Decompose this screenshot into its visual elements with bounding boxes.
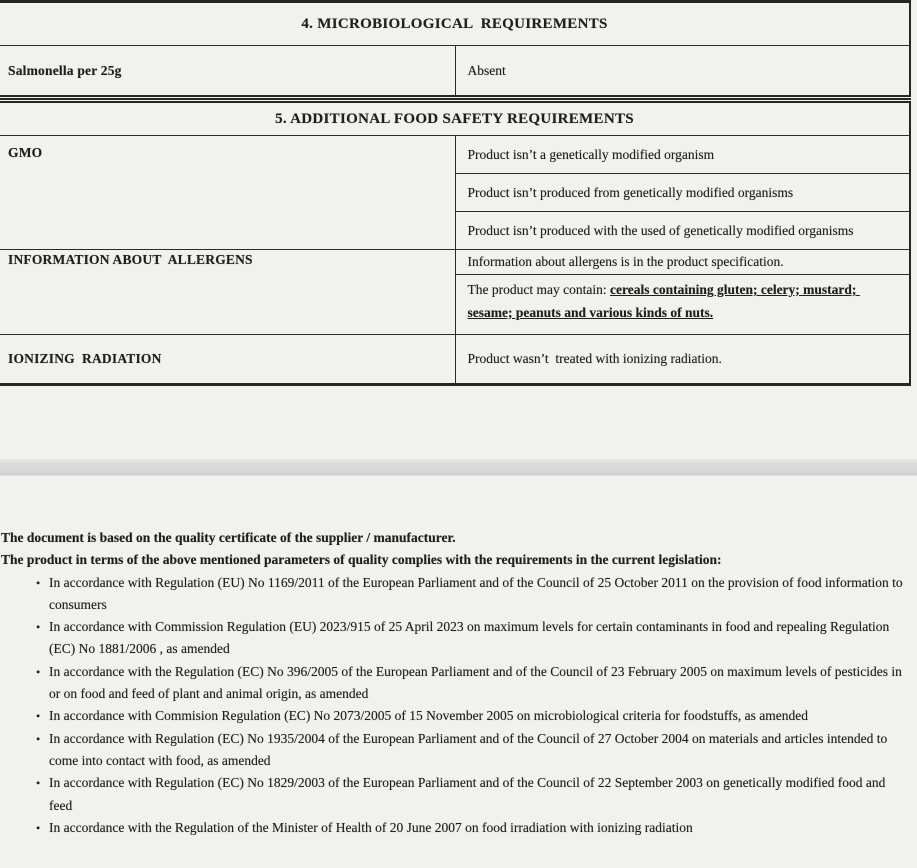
section-5-header: 5. ADDITIONAL FOOD SAFETY REQUIREMENTS [0,102,910,136]
legislation-notes [1,527,907,839]
allergens-value-2 [455,275,910,335]
table-row [0,102,910,136]
table-row [0,250,910,275]
gmo-label: GMO [0,136,455,250]
section-4-header: 4. MICROBIOLOGICAL REQUIREMENTS [0,2,910,46]
regulation-item-7: • In accordance with the Regulation of the Minister of Health of 20 June 2007 on food irradiation with ionizing radiation [35,817,907,839]
table-row [0,335,910,385]
table-row [0,46,910,98]
microbiological-requirements-table [0,0,911,100]
table-row [0,2,910,46]
gmo-value-3: Product isn’t produced with the used of genetically modified organisms [455,212,910,250]
regulation-item-4: • In accordance with Commision Regulation (EC) No 2073/2005 of 15 November 2005 on microbiological criteria for foodstuffs, as amended [35,705,907,727]
regulation-item-5: • In accordance with Regulation (EC) No 1935/2004 of the European Parliament and of the Council of 27 October 2004 on materials and articles intended to come into contact with food, as amended [35,728,907,773]
gmo-value-1: Product isn’t a genetically modified organism [455,136,910,174]
ionizing-radiation-label: IONIZING RADIATION [0,335,455,385]
regulation-item-2: • In accordance with Commission Regulation (EU) 2023/915 of 25 April 2023 on maximum levels for certain contaminants in food and repealing Regulation (EC) No 1881/2006 , as amended [35,616,907,661]
regulation-list [35,572,907,840]
salmonella-value: Absent [455,46,910,98]
footer-note-2: The product in terms of the above mentioned parameters of quality complies with the requirements in the current legislation: [1,552,722,568]
salmonella-label: Salmonella per 25g [0,46,455,98]
regulation-item-3: • In accordance with the Regulation (EC) No 396/2005 of the European Parliament and of the Council of 23 February 2005 on maximum levels of pesticides in or on food and feed of plant and animal origin, as amended [35,661,907,706]
allergens-value-1: Information about allergens is in the product specification. [455,250,910,275]
regulation-item-1: • In accordance with Regulation (EU) No 1169/2011 of the European Parliament and of the Council of 25 October 2011 on the provision of food information to consumers [35,572,907,617]
footer-note-1: The document is based on the quality certificate of the supplier / manufacturer. [1,530,456,545]
additional-food-safety-table [0,101,911,386]
gmo-value-2: Product isn’t produced from genetically modified organisms [455,174,910,212]
allergens-label: INFORMATION ABOUT ALLERGENS [0,250,455,335]
page-break-separator [0,459,917,476]
allergens-may-contain-prefix: The product may contain: [467,282,610,297]
regulation-item-6: • In accordance with Regulation (EC) No 1829/2003 of the European Parliament and of the Council of 22 September 2003 on genetically modified food and feed [35,772,907,817]
allergens-emphasized-list: cereals containing gluten; celery; mustard; sesame; peanuts and various kinds of nuts. [467,282,860,320]
ionizing-radiation-value: Product wasn’t treated with ionizing radiation. [455,335,910,385]
table-row [0,136,910,174]
